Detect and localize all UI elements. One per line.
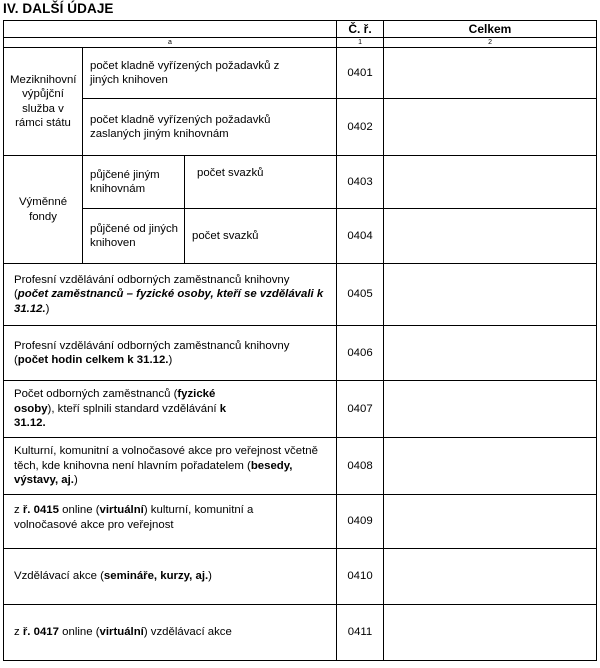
row-0405-text-1: Profesní vzdělávání odborných zaměstnanců knihovny bbox=[14, 273, 290, 286]
row-0406-text-1: Profesní vzdělávání odborných zaměstnanců knihovny bbox=[14, 339, 290, 352]
row-0405-bold: počet zaměstnanců – fyzické osoby, kteří se vzdělávali k 31.12. bbox=[14, 288, 324, 315]
row-0401-value[interactable] bbox=[384, 48, 597, 99]
row-0404-sub: půjčené od jiných knihoven bbox=[83, 209, 185, 264]
row-0407-text-1: Počet odborných zaměstnanců ( bbox=[14, 388, 178, 401]
row-0411-text-2: online ( bbox=[58, 626, 100, 639]
row-0407-code: 0407 bbox=[337, 381, 384, 438]
row-0404-label: počet svazků bbox=[185, 209, 337, 264]
row-0406-label bbox=[4, 326, 337, 381]
row-0405-value[interactable] bbox=[384, 264, 597, 326]
row-0405-label bbox=[4, 264, 337, 326]
row-0405-text-2: ( bbox=[14, 288, 18, 301]
row-0409-value[interactable] bbox=[384, 495, 597, 549]
group-label-interlibrary: Meziknihovní výpůjční služba v rámci státu bbox=[4, 48, 83, 156]
row-0410-value[interactable] bbox=[384, 549, 597, 605]
row-0411-text-1: z bbox=[14, 626, 23, 639]
subheader-a: a bbox=[4, 38, 337, 48]
row-0407-label bbox=[4, 381, 337, 438]
row-0408-bold: besedy, výstavy, aj. bbox=[14, 459, 293, 487]
row-0411-code: 0411 bbox=[337, 605, 384, 661]
row-0406-value[interactable] bbox=[384, 326, 597, 381]
group-label-exchange: Výměnné fondy bbox=[4, 156, 83, 264]
row-0410-code: 0410 bbox=[337, 549, 384, 605]
row-0411-bold-1: ř. 0417 bbox=[22, 626, 59, 639]
row-0410-label bbox=[4, 549, 337, 605]
row-0402-label: počet kladně vyřízených požadavků zaslaných jiným knihovnám bbox=[83, 99, 337, 156]
subheader-1: 1 bbox=[337, 38, 384, 48]
data-table bbox=[3, 20, 597, 661]
header-label-cell bbox=[4, 21, 337, 38]
row-0403-label: počet svazků bbox=[185, 156, 337, 209]
row-0406-text-3: ) bbox=[168, 354, 173, 366]
row-0406-text-2: ( bbox=[14, 354, 18, 366]
row-0408-text-1: Kulturní, komunitní a volnočasové akce pro veřejnost včetně těch, kde knihovna není hlavním pořadatelem ( bbox=[14, 445, 318, 472]
row-0411-value[interactable] bbox=[384, 605, 597, 661]
row-0401-label: počet kladně vyřízených požadavků z jiných knihoven bbox=[83, 48, 337, 99]
row-0405-text-3: ) bbox=[45, 302, 50, 315]
row-0410-bold: semináře, kurzy, aj. bbox=[103, 570, 209, 583]
row-0409-bold-1: ř. 0415 bbox=[22, 504, 59, 516]
row-0406-bold: počet hodin celkem k 31.12. bbox=[17, 354, 169, 366]
row-0409-code: 0409 bbox=[337, 495, 384, 549]
row-0411-bold-2: virtuální bbox=[99, 626, 144, 639]
row-0402-value[interactable] bbox=[384, 99, 597, 156]
row-0407-value[interactable] bbox=[384, 381, 597, 438]
row-0405-code: 0405 bbox=[337, 264, 384, 326]
row-0403-sub: půjčené jiným knihovnám bbox=[83, 156, 185, 209]
row-0401-code: 0401 bbox=[337, 48, 384, 99]
header-code: Č. ř. bbox=[337, 21, 384, 38]
row-0411-text-3: ) vzdělávací akce bbox=[143, 626, 232, 639]
row-0410-text-1: Vzdělávací akce ( bbox=[14, 570, 104, 583]
row-0404-code: 0404 bbox=[337, 209, 384, 264]
row-0409-text-2: online ( bbox=[58, 504, 100, 516]
row-0408-value[interactable] bbox=[384, 438, 597, 495]
row-0404-value[interactable] bbox=[384, 209, 597, 264]
row-0411-label bbox=[4, 605, 337, 661]
row-0406-code: 0406 bbox=[337, 326, 384, 381]
subheader-2: 2 bbox=[384, 38, 597, 48]
section-title: IV. DALŠÍ ÚDAJE bbox=[3, 1, 114, 16]
row-0409-text-1: z bbox=[14, 504, 23, 516]
row-0410-text-2: ) bbox=[208, 570, 212, 583]
row-0408-text-2: ) bbox=[73, 474, 78, 487]
header-total: Celkem bbox=[384, 21, 597, 38]
row-0403-value[interactable] bbox=[384, 156, 597, 209]
row-0408-code: 0408 bbox=[337, 438, 384, 495]
row-0409-bold-2: virtuální bbox=[99, 504, 144, 516]
row-0407-text-2: ), kteří splnili standard vzdělávání bbox=[47, 402, 220, 415]
row-0407-bold-2: k 31.12. bbox=[14, 402, 227, 430]
row-0409-text-3: ) kulturní, komunitní a volnočasové akce pro veřejnost bbox=[14, 504, 254, 531]
row-0407-bold-1: fyzické osoby bbox=[14, 388, 216, 415]
row-0409-label bbox=[4, 495, 337, 549]
row-0402-code: 0402 bbox=[337, 99, 384, 156]
row-0408-label bbox=[4, 438, 337, 495]
row-0403-code: 0403 bbox=[337, 156, 384, 209]
